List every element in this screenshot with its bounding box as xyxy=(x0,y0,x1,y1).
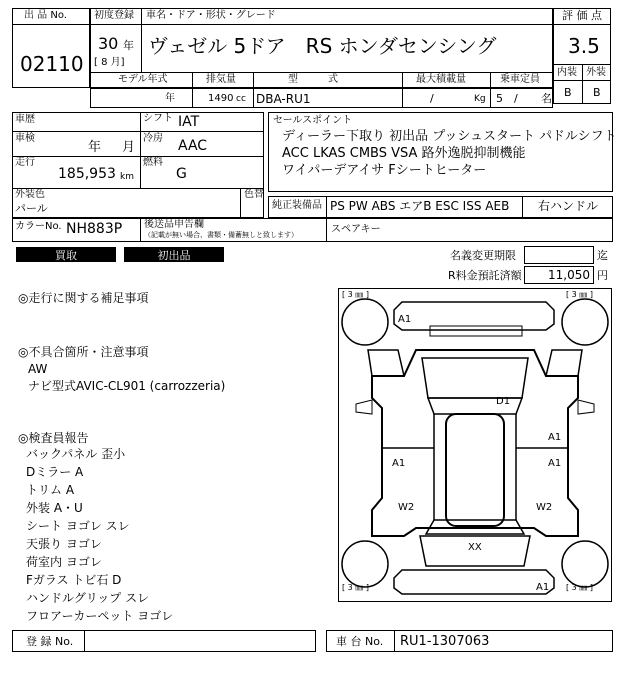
model-year-label: モデル年式 xyxy=(118,74,168,85)
first-reg-year: 30 xyxy=(98,34,119,53)
aftermarket-label: 後送品申告欄 xyxy=(144,219,204,230)
type-label: 型 式 xyxy=(288,74,338,85)
divider xyxy=(12,188,264,189)
equipment-items: PS PW ABS エアB ESC ISS AEB xyxy=(330,199,510,213)
divider xyxy=(90,24,553,25)
roof-panel xyxy=(446,414,504,526)
wheel-icon xyxy=(562,299,608,345)
capacity-sep: / xyxy=(514,92,518,105)
wheel-icon xyxy=(562,541,608,587)
defects-title: ◎不具合箇所・注意事項 xyxy=(18,345,149,359)
exterior-grade: B xyxy=(593,86,601,99)
capacity-unit: 名 xyxy=(541,92,552,105)
equipment-label: 純正装備品 xyxy=(272,200,322,211)
damage-mark: D1 xyxy=(496,396,511,407)
damage-mark: XX xyxy=(468,542,482,553)
divider xyxy=(192,72,193,108)
interior-label: 内装 xyxy=(557,67,577,78)
inspector-line: 天張り ヨゴレ xyxy=(26,537,102,551)
wheel-icon xyxy=(342,299,388,345)
shift-value: IAT xyxy=(178,114,200,130)
recycle-unit: 円 xyxy=(597,269,608,282)
inspector-line: バックパネル 歪小 xyxy=(26,447,126,461)
inspector-line: Fガラス トビ石 D xyxy=(26,573,122,587)
lot-number: 02110 xyxy=(20,52,84,76)
shift-label: シフト xyxy=(143,113,173,124)
inspector-line: Dミラー A xyxy=(26,465,84,479)
displacement-label: 排気量 xyxy=(206,74,236,85)
fuel-value: G xyxy=(176,166,187,182)
mirror-icon xyxy=(578,400,594,414)
front-bumper-detail xyxy=(430,326,522,336)
history-label: 車歴 xyxy=(15,114,35,125)
color-no-label: カラーNo. xyxy=(15,221,62,232)
exterior-color-label: 外装色 xyxy=(15,189,45,200)
divider xyxy=(582,64,583,104)
score-value: 3.5 xyxy=(568,34,600,58)
recycle-value: 11,050 xyxy=(548,268,590,282)
exterior-color-value: パール xyxy=(15,202,48,215)
type-value: DBA-RU1 xyxy=(256,92,311,106)
defect-line: AW xyxy=(28,362,48,376)
mileage-value: 185,953 xyxy=(58,166,116,182)
capacity-label: 乗車定員 xyxy=(500,74,540,85)
exterior-label: 外装 xyxy=(586,67,606,78)
displacement-value: 1490 xyxy=(208,93,234,104)
sales-points-label: セールスポイント xyxy=(273,115,353,126)
inspector-line: ハンドルグリップ スレ xyxy=(26,591,150,605)
model-year-unit: 年 xyxy=(165,93,175,104)
max-load-value: / xyxy=(430,92,434,105)
damage-mark: W2 xyxy=(536,502,553,513)
divider xyxy=(253,72,254,108)
color-no-value: NH883P xyxy=(66,221,123,237)
divider xyxy=(84,630,85,652)
inspection-month-unit: 月 xyxy=(122,140,136,155)
name-label: 車名・ドア・形状・グレード xyxy=(146,10,276,21)
divider xyxy=(240,188,241,218)
name-change-label: 名義変更期限 xyxy=(450,249,516,262)
inspector-line: シート ヨゴレ スレ xyxy=(26,519,130,533)
inspector-line: 荷室内 ヨゴレ xyxy=(26,555,102,569)
hood-panel xyxy=(422,358,528,398)
aftermarket-note: （記載が無い場合、書類・備蓄無しと致します） xyxy=(144,231,298,239)
chassis-value: RU1-1307063 xyxy=(400,634,490,649)
divider xyxy=(12,156,264,157)
divider xyxy=(140,112,141,188)
damage-mark: A1 xyxy=(548,458,562,469)
tire-depth-label: [ 3 ㎜ ] xyxy=(566,583,593,592)
front-left-corner xyxy=(368,350,404,376)
divider xyxy=(12,131,264,132)
sales-point-line: ACC LKAS CMBS VSA 路外逸脱抑制機能 xyxy=(282,146,526,161)
car-name: ヴェゼル 5ドア RS ホンダセンシング xyxy=(148,34,497,58)
damage-mark: A1 xyxy=(536,582,550,593)
max-load-unit: Kg xyxy=(474,94,486,104)
mirror-icon xyxy=(356,400,372,414)
recycle-label: R料金預託済額 xyxy=(448,269,522,282)
wheel-icon xyxy=(342,541,388,587)
fuel-label: 燃料 xyxy=(143,157,163,168)
sales-point-line: ワイパーデアイサ Fシートヒーター xyxy=(282,163,487,178)
interior-grade: B xyxy=(564,86,572,99)
tire-depth-label: [ 3 ㎜ ] xyxy=(342,583,369,592)
ac-label: 冷房 xyxy=(143,133,163,144)
displacement-unit: cc xyxy=(236,94,246,104)
steering-value: 右ハンドル xyxy=(538,199,599,213)
divider xyxy=(140,218,141,242)
inspector-line: トリム A xyxy=(26,483,75,497)
divider xyxy=(394,630,395,652)
name-change-suffix: 迄 xyxy=(597,249,608,262)
front-right-corner xyxy=(546,350,582,376)
divider xyxy=(90,88,553,89)
car-damage-diagram xyxy=(338,288,612,602)
color-label: 色替 xyxy=(244,189,264,200)
purchase-button: 買取 xyxy=(16,247,116,262)
lot-label: 出 品 No. xyxy=(24,10,67,21)
name-change-field xyxy=(524,246,594,264)
divider xyxy=(141,8,142,72)
damage-mark: A1 xyxy=(392,458,406,469)
specs-box xyxy=(12,112,264,218)
chassis-label: 車 台 No. xyxy=(336,635,384,648)
aftermarket-value: スペアキー xyxy=(331,224,381,235)
inspector-line: フロアーカーペット ヨゴレ xyxy=(26,609,174,623)
divider xyxy=(12,24,90,25)
defect-line: ナビ型式AVIC-CL901 (carrozzeria) xyxy=(28,379,226,393)
mileage-unit: km xyxy=(120,172,134,182)
inspection-label: 車検 xyxy=(15,133,35,144)
tire-depth-label: [ 3 ㎜ ] xyxy=(342,290,369,299)
damage-mark: A1 xyxy=(548,432,562,443)
first-reg-month: [ 8 月] xyxy=(94,57,125,68)
score-label: 評 価 点 xyxy=(562,9,602,22)
tire-depth-label: [ 3 ㎜ ] xyxy=(566,290,593,299)
damage-mark: A1 xyxy=(398,314,412,325)
inspector-line: 外装 A・U xyxy=(26,501,83,515)
sales-point-line: ディーラー下取り 初出品 プッシュスタート パドルシフト xyxy=(282,129,617,144)
divider xyxy=(490,72,491,108)
rear-bumper xyxy=(394,570,554,594)
mileage-label: 走行 xyxy=(15,157,35,168)
inspector-title: ◎検査員報告 xyxy=(18,431,89,445)
damage-mark: W2 xyxy=(398,502,415,513)
divider xyxy=(402,72,403,108)
year-unit: 年 xyxy=(123,39,134,52)
max-load-label: 最大積載量 xyxy=(416,74,466,85)
divider xyxy=(522,196,523,218)
inspection-year-unit: 年 xyxy=(88,140,102,155)
capacity-value: 5 xyxy=(496,92,503,105)
ac-value: AAC xyxy=(178,138,208,154)
divider xyxy=(553,24,611,25)
first-reg-label: 初度登録 xyxy=(94,10,134,21)
driving-notes-title: ◎走行に関する補足事項 xyxy=(18,291,149,305)
reg-no-label: 登 録 No. xyxy=(26,635,74,648)
first-listing-button: 初出品 xyxy=(124,247,224,262)
